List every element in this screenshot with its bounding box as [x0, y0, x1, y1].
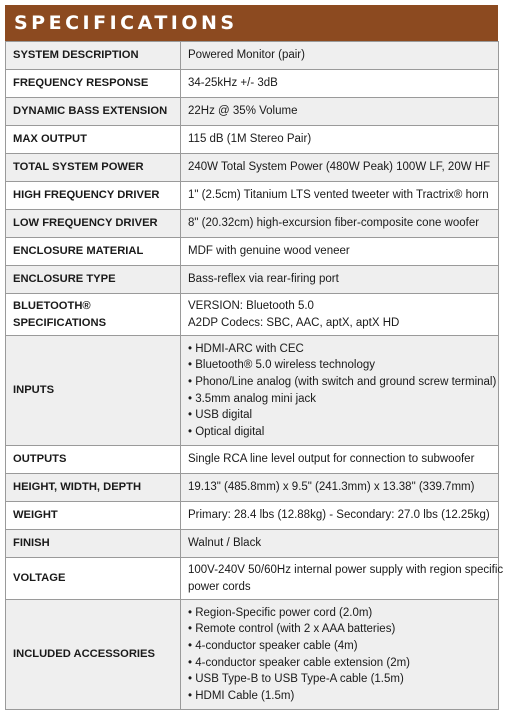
- spec-label: ENCLOSURE MATERIAL: [6, 238, 181, 266]
- spec-row: [6, 336, 499, 446]
- spec-value-line: MDF with genuine wood veneer: [188, 245, 350, 258]
- spec-value-line: 8" (20.32cm) high-excursion fiber-composite cone woofer: [188, 217, 480, 230]
- spec-label: FINISH: [6, 530, 181, 558]
- spec-value-line: Single RCA line level output for connection to subwoofer: [188, 453, 475, 466]
- spec-label: INPUTS: [6, 336, 181, 446]
- spec-value-line: • Bluetooth® 5.0 wireless technology: [188, 359, 376, 372]
- spec-value: [181, 502, 499, 530]
- spec-row: [6, 446, 499, 474]
- spec-label: ENCLOSURE TYPE: [6, 266, 181, 294]
- spec-label: SYSTEM DESCRIPTION: [6, 42, 181, 70]
- spec-value-line: 34-25kHz +/- 3dB: [188, 77, 278, 90]
- spec-label: BLUETOOTH® SPECIFICATIONS: [6, 294, 181, 336]
- spec-value: [181, 42, 499, 70]
- spec-table: [5, 41, 504, 710]
- spec-value-line: • 3.5mm analog mini jack: [188, 392, 317, 405]
- spec-value-line: Powered Monitor (pair): [188, 49, 305, 62]
- spec-row: [6, 70, 499, 98]
- spec-value-line: power cords: [188, 580, 251, 593]
- spec-label: FREQUENCY RESPONSE: [6, 70, 181, 98]
- spec-label: MAX OUTPUT: [6, 126, 181, 154]
- spec-value: [181, 70, 499, 98]
- spec-value-line: VERSION: Bluetooth 5.0: [188, 299, 314, 312]
- spec-value-line: 1" (2.5cm) Titanium LTS vented tweeter with Tractrix® horn: [188, 189, 489, 202]
- spec-value: [181, 126, 499, 154]
- spec-value-line: • USB Type-B to USB Type-A cable (1.5m): [188, 673, 404, 686]
- spec-value-line: • Optical digital: [188, 425, 265, 438]
- specifications-banner: [5, 5, 498, 41]
- spec-value-line: • Region-Specific power cord (2.0m): [188, 606, 373, 619]
- spec-value-line: 22Hz @ 35% Volume: [188, 105, 298, 118]
- spec-value: [181, 154, 499, 182]
- page-title: SPECIFICATIONS: [14, 12, 238, 34]
- spec-value-line: A2DP Codecs: SBC, AAC, aptX, aptX HD: [188, 316, 400, 329]
- spec-row: [6, 474, 499, 502]
- spec-row: [6, 238, 499, 266]
- spec-value: [181, 98, 499, 126]
- spec-row: [6, 42, 499, 70]
- spec-label: OUTPUTS: [6, 446, 181, 474]
- spec-row: [6, 154, 499, 182]
- spec-row: [6, 558, 499, 600]
- spec-row: [6, 600, 499, 710]
- spec-row: [6, 98, 499, 126]
- spec-value-line: • Phono/Line analog (with switch and ground screw terminal): [188, 375, 497, 388]
- spec-value-line: • HDMI-ARC with CEC: [188, 342, 304, 355]
- spec-value: [181, 600, 499, 710]
- spec-row: [6, 126, 499, 154]
- spec-value-line: 115 dB (1M Stereo Pair): [188, 133, 312, 146]
- spec-value-line: 240W Total System Power (480W Peak) 100W LF, 20W HF: [188, 161, 491, 174]
- spec-value: [181, 474, 499, 502]
- spec-value: [181, 558, 504, 600]
- spec-value-line: Primary: 28.4 lbs (12.88kg) - Secondary: 27.0 lbs (12.25kg): [188, 509, 490, 522]
- spec-value: [181, 182, 499, 210]
- spec-row: [6, 210, 499, 238]
- spec-value-line: • USB digital: [188, 409, 253, 422]
- spec-value-line: • 4-conductor speaker cable extension (2m): [188, 656, 410, 669]
- spec-label: INCLUDED ACCESSORIES: [6, 600, 181, 710]
- spec-label: VOLTAGE: [6, 558, 181, 600]
- spec-label: TOTAL SYSTEM POWER: [6, 154, 181, 182]
- spec-label: DYNAMIC BASS EXTENSION: [6, 98, 181, 126]
- spec-value: [181, 336, 499, 446]
- spec-label: HIGH FREQUENCY DRIVER: [6, 182, 181, 210]
- spec-label: WEIGHT: [6, 502, 181, 530]
- spec-value-line: • Remote control (with 2 x AAA batteries): [188, 623, 396, 636]
- spec-label: HEIGHT, WIDTH, DEPTH: [6, 474, 181, 502]
- spec-value: [181, 210, 499, 238]
- spec-value: [181, 530, 499, 558]
- spec-value: [181, 294, 499, 336]
- spec-label: LOW FREQUENCY DRIVER: [6, 210, 181, 238]
- spec-value-line: • 4-conductor speaker cable (4m): [188, 639, 358, 652]
- spec-value-line: Bass-reflex via rear-firing port: [188, 273, 339, 286]
- spec-value-line: 19.13" (485.8mm) x 9.5" (241.3mm) x 13.38" (339.7mm): [188, 481, 475, 494]
- spec-row: [6, 266, 499, 294]
- spec-value: [181, 238, 499, 266]
- spec-value: [181, 446, 499, 474]
- spec-row: [6, 502, 499, 530]
- spec-value: [181, 266, 499, 294]
- spec-value-line: Walnut / Black: [188, 537, 262, 550]
- spec-value-line: • HDMI Cable (1.5m): [188, 689, 295, 702]
- spec-row: [6, 530, 499, 558]
- spec-row: [6, 182, 499, 210]
- spec-value-line: 100V-240V 50/60Hz internal power supply with region specific: [188, 563, 504, 576]
- spec-row: [6, 294, 499, 336]
